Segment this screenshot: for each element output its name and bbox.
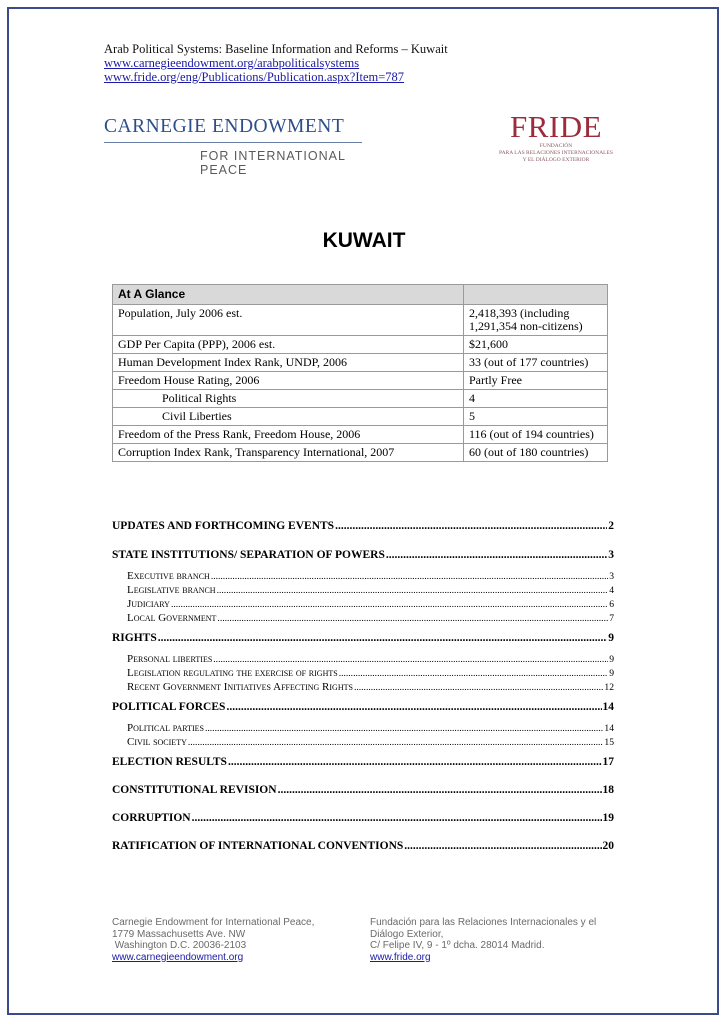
toc-entry[interactable] — [112, 811, 614, 825]
table-row — [113, 426, 608, 444]
toc-page: 9 — [609, 668, 614, 679]
toc-page: 9 — [609, 654, 614, 665]
footer-fride-link[interactable]: www.fride.org — [370, 951, 431, 963]
toc-entry[interactable] — [112, 783, 614, 797]
toc-page: 12 — [604, 682, 614, 693]
toc-entry[interactable] — [112, 755, 614, 769]
toc-entry[interactable] — [112, 680, 614, 694]
toc-page: 3 — [608, 549, 614, 561]
footer-carnegie-line2: 1779 Massachusetts Ave. NW — [112, 928, 246, 940]
toc-title: Legislation regulating the exercise of rights — [127, 667, 338, 679]
toc-title: CONSTITUTIONAL REVISION — [112, 784, 277, 796]
row-value: 33 (out of 177 countries) — [464, 354, 608, 372]
toc-title: CORRUPTION — [112, 812, 191, 824]
row-value: 116 (out of 194 countries) — [464, 426, 608, 444]
toc-page: 14 — [602, 701, 614, 713]
table-of-contents — [112, 519, 614, 853]
row-value: Partly Free — [464, 372, 608, 390]
row-value: 4 — [464, 390, 608, 408]
row-label: Political Rights — [113, 390, 464, 408]
table-row — [113, 444, 608, 462]
toc-title: Local Government — [127, 612, 217, 624]
toc-entry[interactable] — [112, 666, 614, 680]
toc-title: Legislative branch — [127, 584, 216, 596]
carnegie-logo-line1: CARNEGIE ENDOWMENT — [104, 116, 345, 137]
toc-page: 9 — [608, 632, 614, 644]
toc-title: Civil society — [127, 736, 187, 748]
toc-title: Recent Government Initiatives Affecting Rights — [127, 681, 353, 693]
toc-page: 17 — [602, 756, 614, 768]
toc-title: Executive branch — [127, 570, 210, 582]
fride-link[interactable]: www.fride.org/eng/Publications/Publication.aspx?Item=787 — [104, 70, 405, 84]
footer-fride-line1: Fundación para las Relaciones Internacionales y el — [370, 917, 597, 928]
toc-title: Personal liberties — [127, 653, 213, 665]
carnegie-logo — [104, 116, 374, 177]
toc-title: ELECTION RESULTS — [112, 756, 227, 768]
toc-page: 3 — [609, 571, 614, 582]
fride-logo-sub3: Y EL DIÁLOGO EXTERIOR — [522, 157, 590, 163]
toc-title: Political parties — [127, 722, 204, 734]
toc-entry[interactable] — [112, 721, 614, 735]
row-label: Civil Liberties — [113, 408, 464, 426]
row-value: 2,418,393 (including 1,291,354 non-citizens) — [464, 305, 608, 336]
fride-logo — [497, 111, 615, 163]
row-label: Freedom of the Press Rank, Freedom House, 2006 — [113, 426, 464, 444]
fride-logo-sub2: PARA LAS RELACIONES INTERNACIONALES — [499, 150, 613, 156]
table-header-row — [113, 285, 608, 305]
table-row — [113, 372, 608, 390]
toc-entry[interactable] — [112, 735, 614, 749]
footer-carnegie — [112, 917, 314, 963]
table-heading-empty — [464, 285, 608, 305]
table-row — [113, 336, 608, 354]
toc-entry[interactable] — [112, 700, 614, 714]
toc-entry[interactable] — [112, 652, 614, 666]
toc-page: 7 — [609, 613, 614, 624]
toc-title: STATE INSTITUTIONS/ SEPARATION OF POWERS — [112, 549, 385, 561]
carnegie-logo-rule — [104, 142, 362, 143]
toc-page: 14 — [604, 723, 614, 734]
footer-fride-line2: Diálogo Exterior, — [370, 928, 444, 940]
toc-entry[interactable] — [112, 519, 614, 533]
toc-entry[interactable] — [112, 839, 614, 853]
fride-logo-sub1: FUNDACIÓN — [539, 143, 573, 149]
toc-page: 4 — [609, 585, 614, 596]
toc-title: RIGHTS — [112, 632, 157, 644]
header-title: Arab Political Systems: Baseline Information and Reforms – Kuwait — [104, 42, 448, 56]
toc-title: Judiciary — [127, 598, 170, 610]
toc-page: 6 — [609, 599, 614, 610]
footer-fride — [370, 917, 596, 963]
row-label: Corruption Index Rank, Transparency International, 2007 — [113, 444, 464, 462]
toc-page: 19 — [602, 812, 614, 824]
row-label: GDP Per Capita (PPP), 2006 est. — [113, 336, 464, 354]
toc-entry[interactable] — [112, 569, 614, 583]
footer-carnegie-line3: Washington D.C. 20036-2103 — [112, 940, 247, 951]
toc-title: POLITICAL FORCES — [112, 701, 226, 713]
row-value: 5 — [464, 408, 608, 426]
table-row — [113, 408, 608, 426]
row-label: Population, July 2006 est. — [113, 305, 464, 336]
footer-fride-line3: C/ Felipe IV, 9 - 1º dcha. 28014 Madrid. — [370, 940, 545, 951]
toc-entry[interactable] — [112, 631, 614, 645]
toc-entry[interactable] — [112, 611, 614, 625]
carnegie-logo-line2: FOR INTERNATIONAL PEACE — [200, 149, 346, 177]
toc-entry[interactable] — [112, 548, 614, 562]
toc-title: UPDATES AND FORTHCOMING EVENTS — [112, 520, 335, 532]
table-heading: At A Glance — [113, 285, 464, 305]
at-a-glance-table — [112, 284, 608, 462]
document-header — [104, 42, 448, 84]
row-label: Freedom House Rating, 2006 — [113, 372, 464, 390]
toc-title: RATIFICATION OF INTERNATIONAL CONVENTIONS — [112, 840, 404, 852]
toc-page: 18 — [602, 784, 614, 796]
toc-page: 15 — [604, 737, 614, 748]
toc-page: 2 — [608, 520, 614, 532]
row-value: 60 (out of 180 countries) — [464, 444, 608, 462]
carnegie-link[interactable]: www.carnegieendowment.org/arabpoliticalsystems — [104, 56, 360, 70]
table-row — [113, 390, 608, 408]
row-value: $21,600 — [464, 336, 608, 354]
row-label: Human Development Index Rank, UNDP, 2006 — [113, 354, 464, 372]
footer-carnegie-line1: Carnegie Endowment for International Peace, — [112, 917, 315, 928]
table-row — [113, 354, 608, 372]
fride-logo-name: FRIDE — [509, 109, 603, 144]
toc-entry[interactable] — [112, 583, 614, 597]
toc-page: 20 — [602, 840, 614, 852]
footer-carnegie-link[interactable]: www.carnegieendowment.org — [112, 951, 244, 963]
table-row — [113, 305, 608, 336]
page-title: KUWAIT — [322, 229, 406, 252]
toc-entry[interactable] — [112, 597, 614, 611]
